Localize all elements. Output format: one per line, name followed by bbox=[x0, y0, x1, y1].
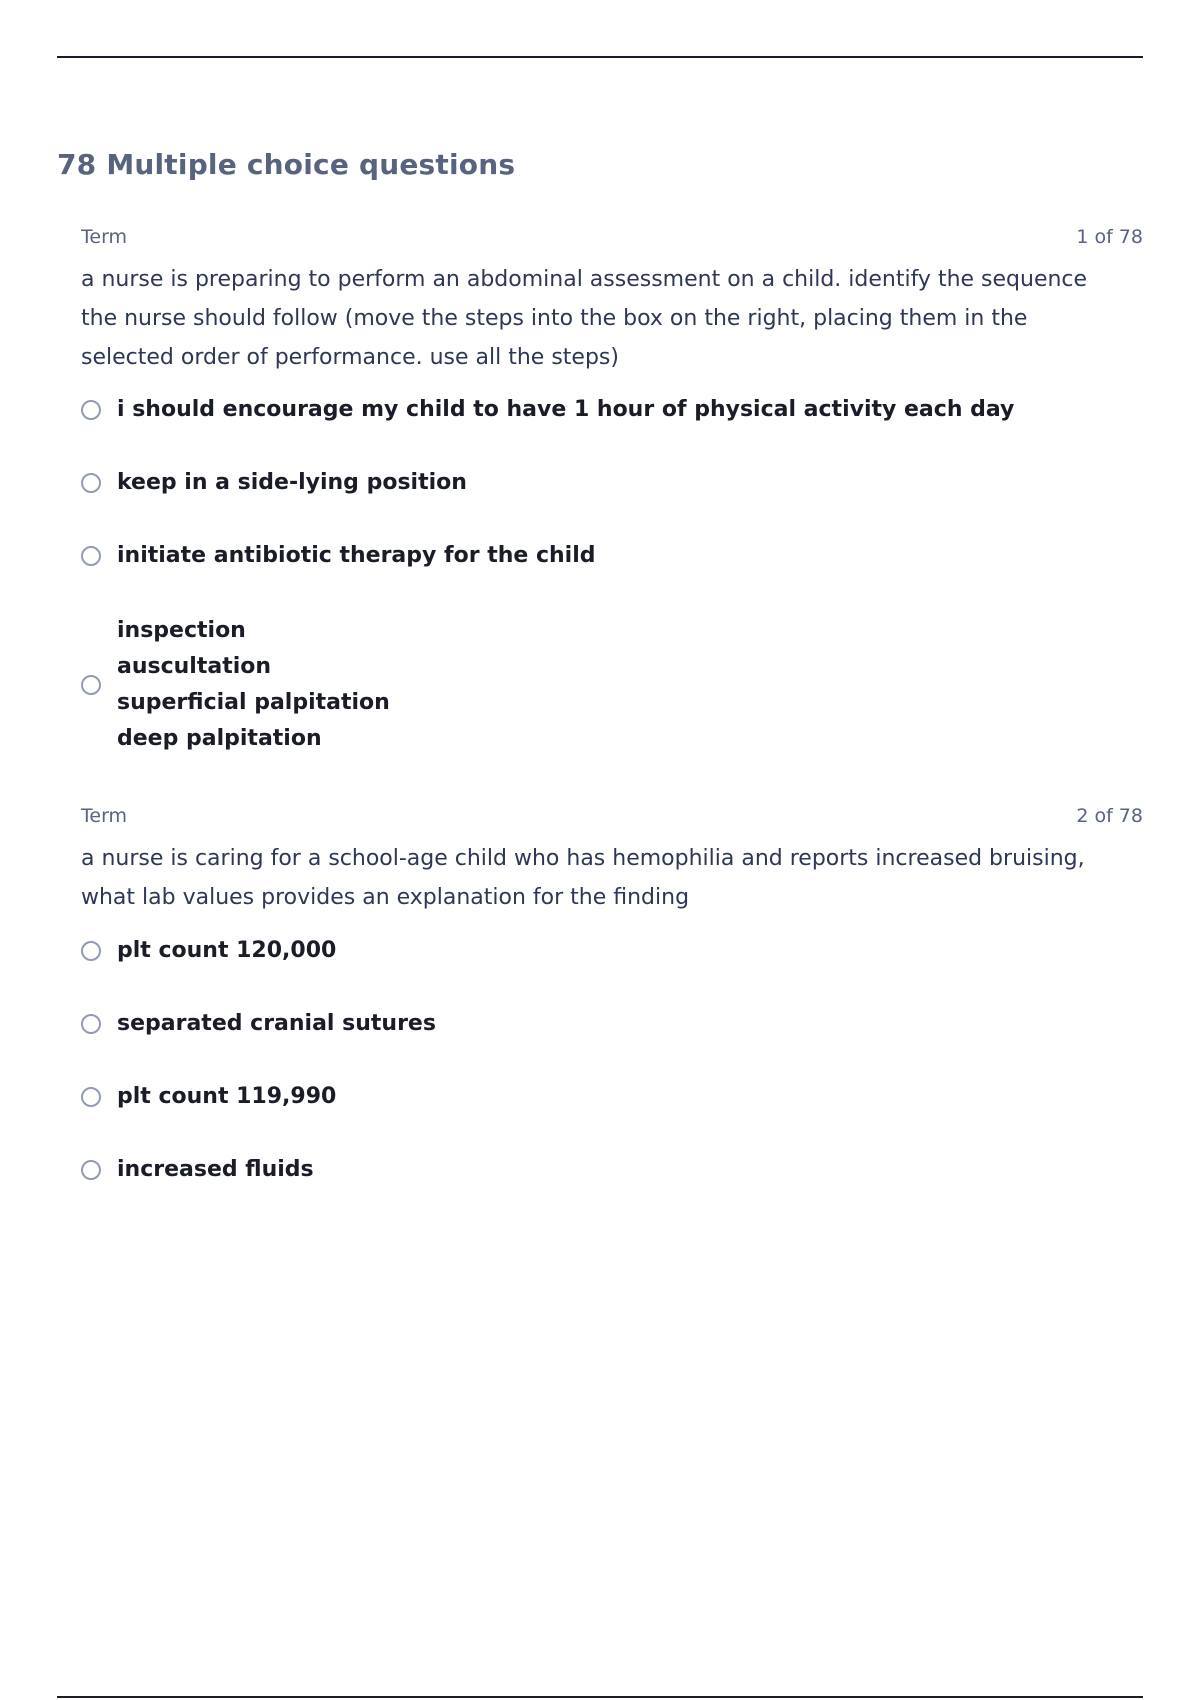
top-divider bbox=[57, 56, 1143, 58]
answer-option-line: deep palpitation bbox=[117, 726, 322, 751]
answer-option[interactable] bbox=[81, 1008, 1143, 1040]
answer-option[interactable] bbox=[81, 613, 1143, 757]
question-prompt: a nurse is preparing to perform an abdominal assessment on a child. identify the sequence the nurse should follow (move the steps into the box on the right, placing them in the selected order of performance. use all the steps) bbox=[81, 267, 1088, 370]
answer-option[interactable] bbox=[81, 935, 1143, 967]
answer-option[interactable] bbox=[81, 394, 1143, 426]
answer-option-label: i should encourage my child to have 1 hour of physical activity each day bbox=[117, 397, 1015, 422]
answer-option-label: keep in a side-lying position bbox=[117, 470, 467, 495]
answer-option[interactable] bbox=[81, 540, 1143, 572]
answer-option-label: increased fluids bbox=[117, 1157, 314, 1182]
answer-option-label: plt count 119,990 bbox=[117, 1084, 337, 1109]
answer-option[interactable] bbox=[81, 1081, 1143, 1113]
radio-button[interactable] bbox=[81, 941, 101, 961]
radio-button[interactable] bbox=[81, 1014, 101, 1034]
radio-button[interactable] bbox=[81, 675, 101, 695]
answer-option-label: separated cranial sutures bbox=[117, 1011, 436, 1036]
term-label: Term bbox=[81, 805, 128, 827]
radio-button[interactable] bbox=[81, 473, 101, 493]
question-counter: 1 of 78 bbox=[1076, 226, 1143, 248]
page-title: 78 Multiple choice questions bbox=[57, 148, 516, 181]
answer-options bbox=[81, 935, 1143, 1186]
answer-options bbox=[81, 394, 1143, 757]
answer-option-label: initiate antibiotic therapy for the child bbox=[117, 543, 596, 568]
answer-option[interactable] bbox=[81, 467, 1143, 499]
answer-option-line: superficial palpitation bbox=[117, 690, 390, 715]
question-card-1 bbox=[81, 226, 1143, 789]
question-card-2 bbox=[81, 805, 1143, 1227]
answer-option[interactable] bbox=[81, 1154, 1143, 1186]
question-header bbox=[81, 805, 1143, 831]
question-counter: 2 of 78 bbox=[1076, 805, 1143, 827]
radio-button[interactable] bbox=[81, 1160, 101, 1180]
answer-option-lines bbox=[117, 613, 390, 757]
question-prompt: a nurse is caring for a school-age child who has hemophilia and reports increased bruising, what lab values provides an explanation for the finding bbox=[81, 846, 1085, 910]
question-header bbox=[81, 226, 1143, 252]
term-label: Term bbox=[81, 226, 128, 248]
radio-button[interactable] bbox=[81, 1087, 101, 1107]
answer-option-label: plt count 120,000 bbox=[117, 938, 337, 963]
answer-option-line: inspection bbox=[117, 618, 246, 643]
answer-option-line: auscultation bbox=[117, 654, 272, 679]
radio-button[interactable] bbox=[81, 400, 101, 420]
radio-button[interactable] bbox=[81, 546, 101, 566]
bottom-divider bbox=[57, 1696, 1143, 1698]
